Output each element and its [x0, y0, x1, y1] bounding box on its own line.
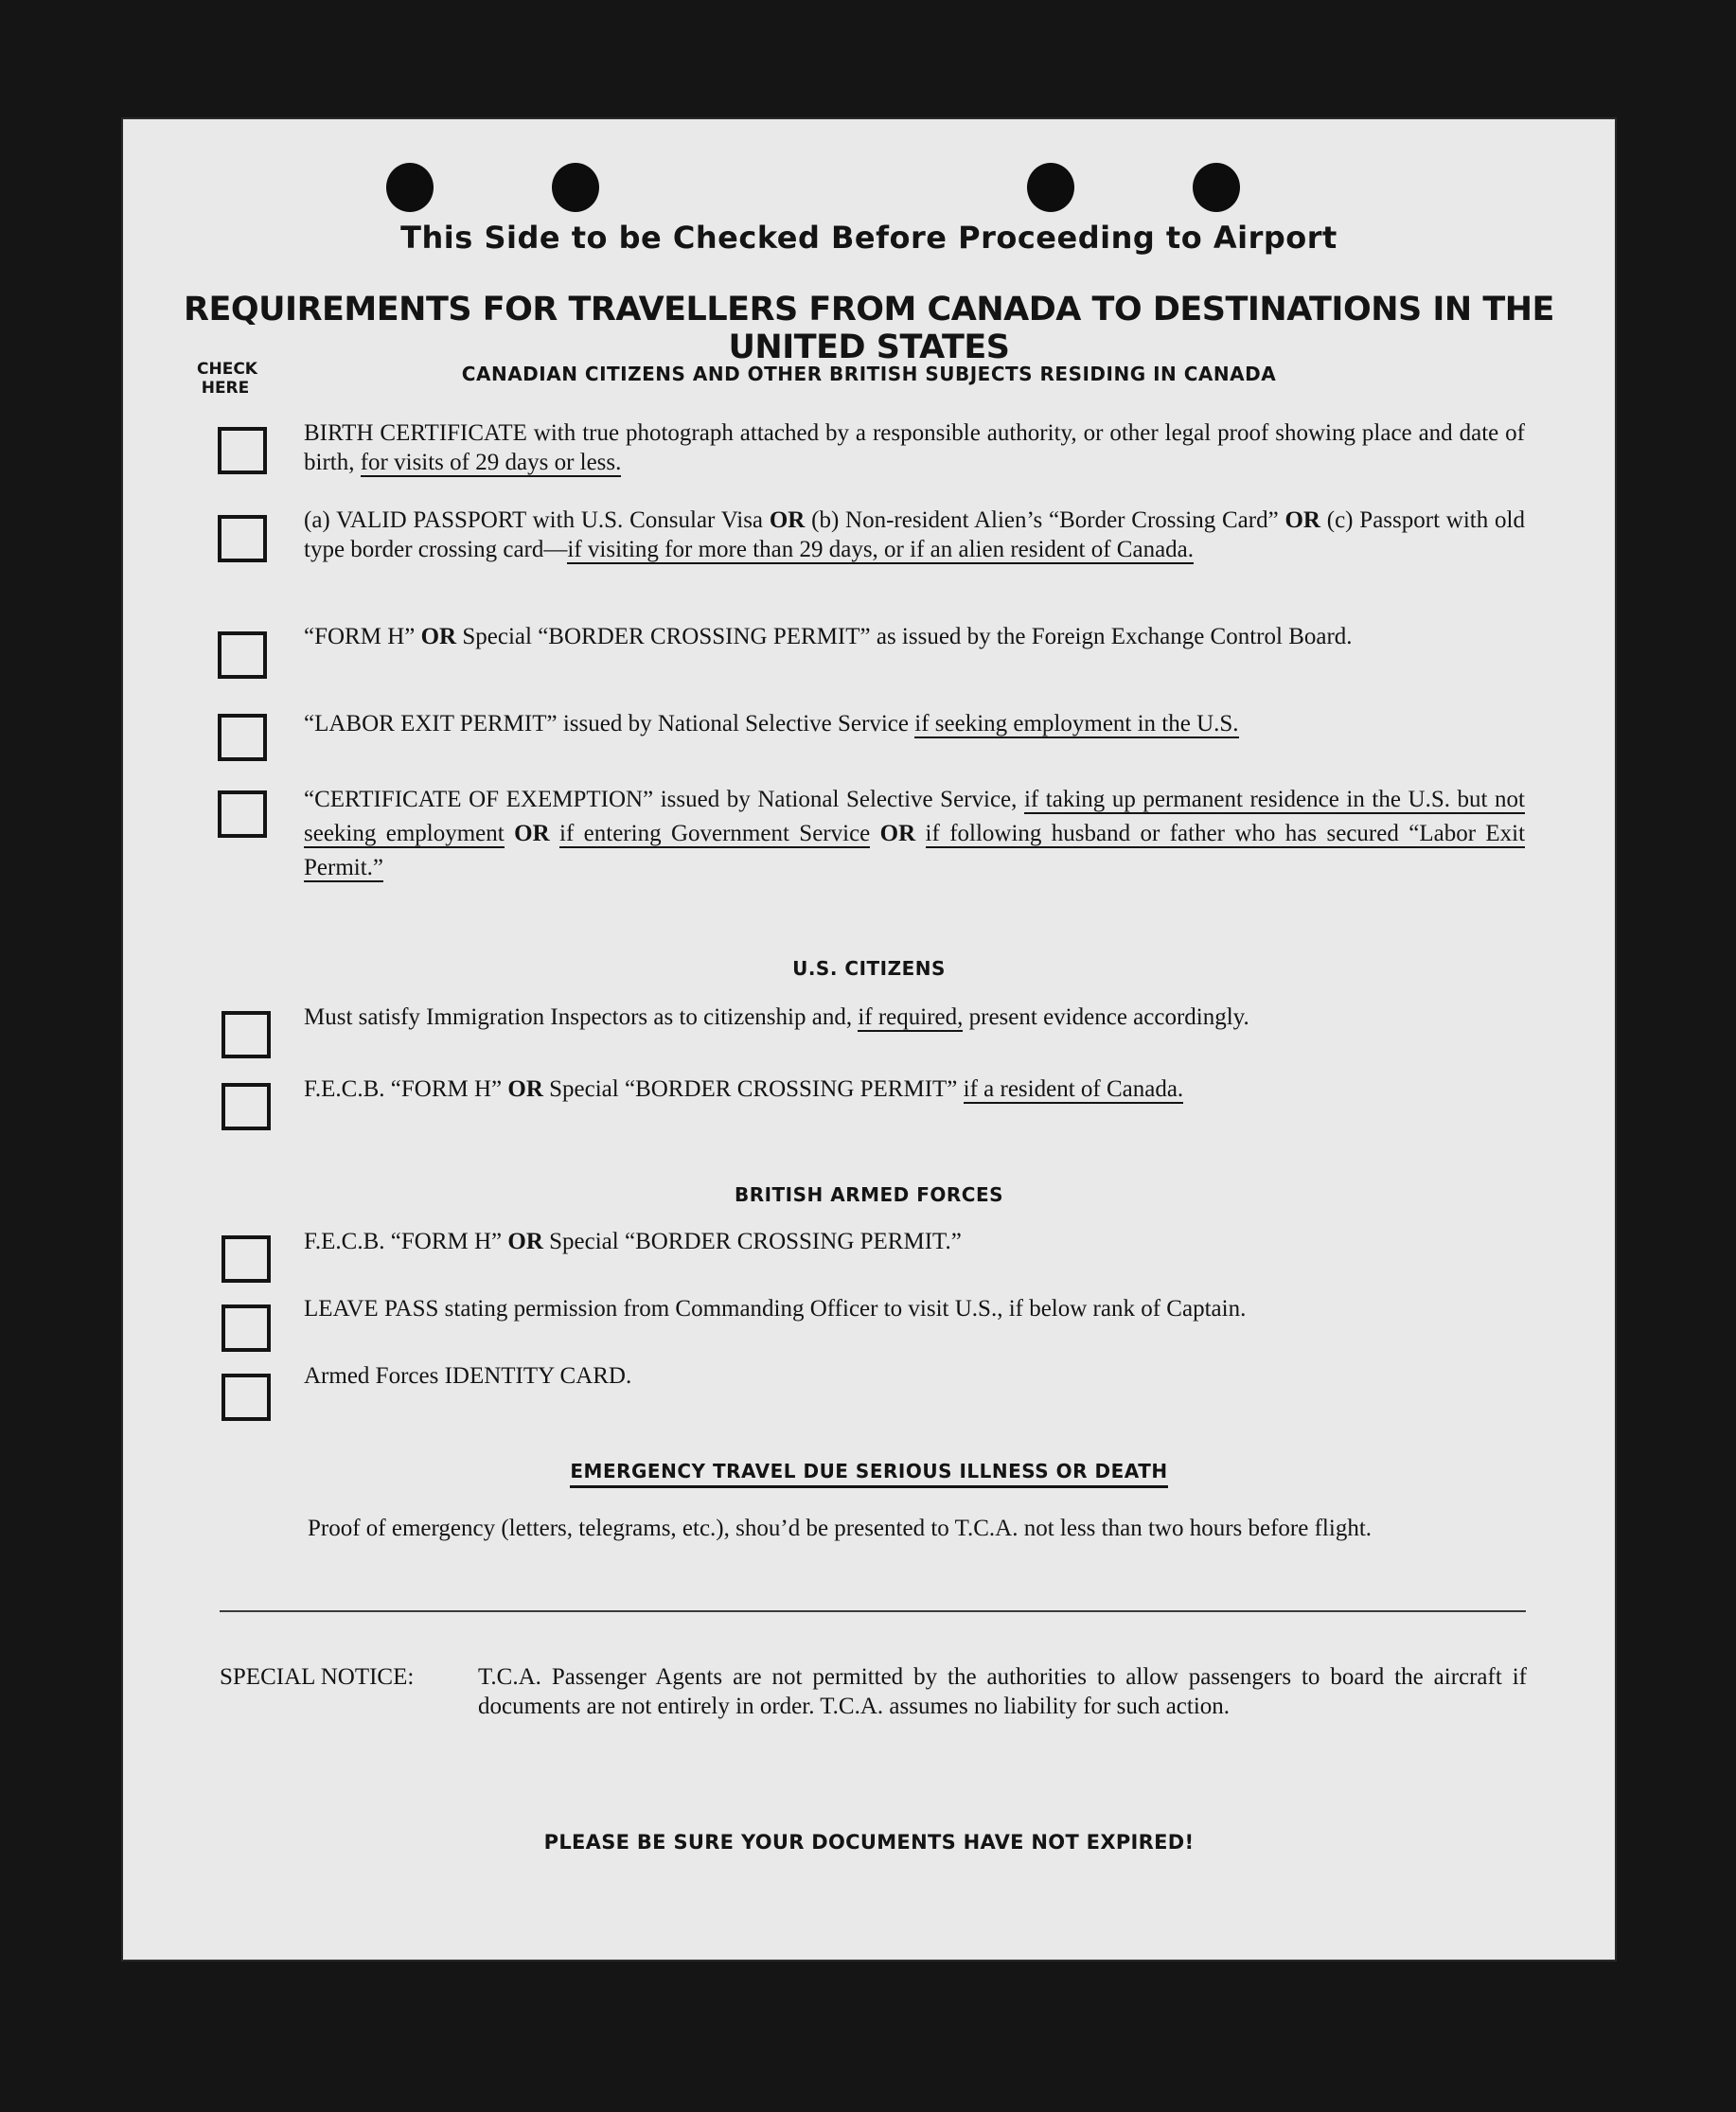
item-condition: for visits of 29 days or less. — [360, 450, 622, 475]
item-labor-exit-permit — [304, 709, 1525, 738]
british-armed-forces-heading: BRITISH ARMED FORCES — [734, 1183, 1004, 1206]
item-fecb-form-h-us — [304, 1074, 1525, 1104]
item-condition: if visiting for more than 29 days, or if an alien resident of Canada. — [567, 537, 1195, 562]
or-keyword: OR — [769, 507, 806, 533]
checkbox-certificate-exemption[interactable] — [218, 790, 267, 838]
item-text: (c) Passport with old type border crossing card— — [304, 507, 1525, 562]
item-text: (a) VALID PASSPORT with U.S. Consular Visa — [304, 507, 770, 533]
item-text: (b) Non-resident Alien’s “Border Crossing Card” — [805, 507, 1285, 533]
item-text: “FORM H” — [304, 624, 421, 649]
item-form-h — [304, 622, 1525, 651]
or-keyword: OR — [420, 624, 457, 649]
item-condition: if following husband or father who has secured “Labor Exit Permit.” — [304, 821, 1526, 880]
item-text: F.E.C.B. “FORM H” — [304, 1076, 508, 1102]
item-condition: if required, — [858, 1004, 964, 1030]
check-here-label: CHECK HERE — [197, 360, 257, 398]
or-keyword: OR — [507, 1229, 543, 1254]
checkbox-satisfy-inspectors[interactable] — [221, 1011, 271, 1058]
item-text: Special “BORDER CROSSING PERMIT” — [542, 1076, 964, 1102]
divider — [220, 1610, 1526, 1612]
punch-hole — [1027, 163, 1074, 212]
item-valid-passport — [304, 506, 1525, 564]
item-certificate-exemption — [304, 783, 1525, 885]
checkbox-leave-pass[interactable] — [221, 1304, 271, 1352]
item-text: BIRTH CERTIFICATE with true photograph attached by a responsible authority, or other legal proof showing place and date of birth, — [304, 420, 1525, 475]
special-notice-text: T.C.A. Passenger Agents are not permitted by the authorities to allow passengers to board the aircraft if documents are not entirely in order. T.C.A. assumes no liability for such action. — [478, 1664, 1527, 1719]
checkbox-labor-exit-permit[interactable] — [218, 714, 267, 761]
checkbox-form-h[interactable] — [218, 631, 267, 679]
special-notice-label: SPECIAL NOTICE: — [220, 1664, 415, 1690]
checkbox-identity-card[interactable] — [221, 1374, 271, 1421]
or-keyword: OR — [507, 1076, 543, 1102]
item-text: LEAVE PASS stating permission from Commanding Officer to visit U.S., if below rank of Captain. — [304, 1296, 1247, 1322]
item-text: “LABOR EXIT PERMIT” issued by National Selective Service — [304, 711, 915, 737]
item-condition: if a resident of Canada. — [963, 1076, 1184, 1102]
emergency-heading-text: EMERGENCY TRAVEL DUE SERIOUS ILLNESS OR DEATH — [570, 1460, 1167, 1488]
or-keyword: OR — [879, 821, 916, 846]
form-page — [121, 117, 1617, 1961]
item-text: Special “BORDER CROSSING PERMIT” as issued by the Foreign Exchange Control Board. — [456, 624, 1353, 649]
canadian-heading: CANADIAN CITIZENS AND OTHER BRITISH SUBJECTS RESIDING IN CANADA — [461, 363, 1277, 385]
punch-hole — [386, 163, 434, 212]
item-condition: if taking up permanent residence in the U.S. but not seeking employment — [304, 787, 1525, 846]
item-identity-card — [304, 1361, 1525, 1391]
item-text: present evidence accordingly. — [963, 1004, 1249, 1030]
us-citizens-heading: U.S. CITIZENS — [792, 957, 946, 980]
checkbox-fecb-form-h-us[interactable] — [221, 1083, 271, 1130]
item-text: “CERTIFICATE OF EXEMPTION” issued by National Selective Service, — [304, 787, 1024, 812]
checkbox-fecb-form-h-british[interactable] — [221, 1235, 271, 1283]
item-text: Special “BORDER CROSSING PERMIT.” — [542, 1229, 962, 1254]
item-fecb-form-h-british — [304, 1227, 1525, 1256]
punch-hole — [552, 163, 599, 212]
item-birth-certificate — [304, 418, 1525, 477]
item-condition: if entering Government Service — [559, 821, 871, 846]
checkbox-valid-passport[interactable] — [218, 515, 267, 562]
or-keyword: OR — [1284, 507, 1320, 533]
emergency-heading — [121, 1460, 1617, 1482]
item-satisfy-inspectors — [304, 1003, 1525, 1032]
item-text: Must satisfy Immigration Inspectors as to citizenship and, — [304, 1004, 859, 1030]
footer-warning: PLEASE BE SURE YOUR DOCUMENTS HAVE NOT EXPIRED! — [543, 1831, 1195, 1854]
emergency-text: Proof of emergency (letters, telegrams, etc.), shou’d be presented to T.C.A. not less than two hours before flight. — [308, 1516, 1373, 1541]
item-leave-pass — [304, 1294, 1525, 1323]
or-keyword: OR — [514, 821, 550, 846]
item-condition: if seeking employment in the U.S. — [914, 711, 1239, 737]
main-title: REQUIREMENTS FOR TRAVELLERS FROM CANADA TO DESTINATIONS IN THE UNITED STATES — [184, 291, 1554, 366]
item-text: F.E.C.B. “FORM H” — [304, 1229, 508, 1254]
item-text: Armed Forces IDENTITY CARD. — [304, 1363, 632, 1389]
checkbox-birth-certificate[interactable] — [218, 427, 267, 474]
side-title: This Side to be Checked Before Proceeding to Airport — [400, 220, 1337, 256]
punch-hole — [1193, 163, 1240, 212]
